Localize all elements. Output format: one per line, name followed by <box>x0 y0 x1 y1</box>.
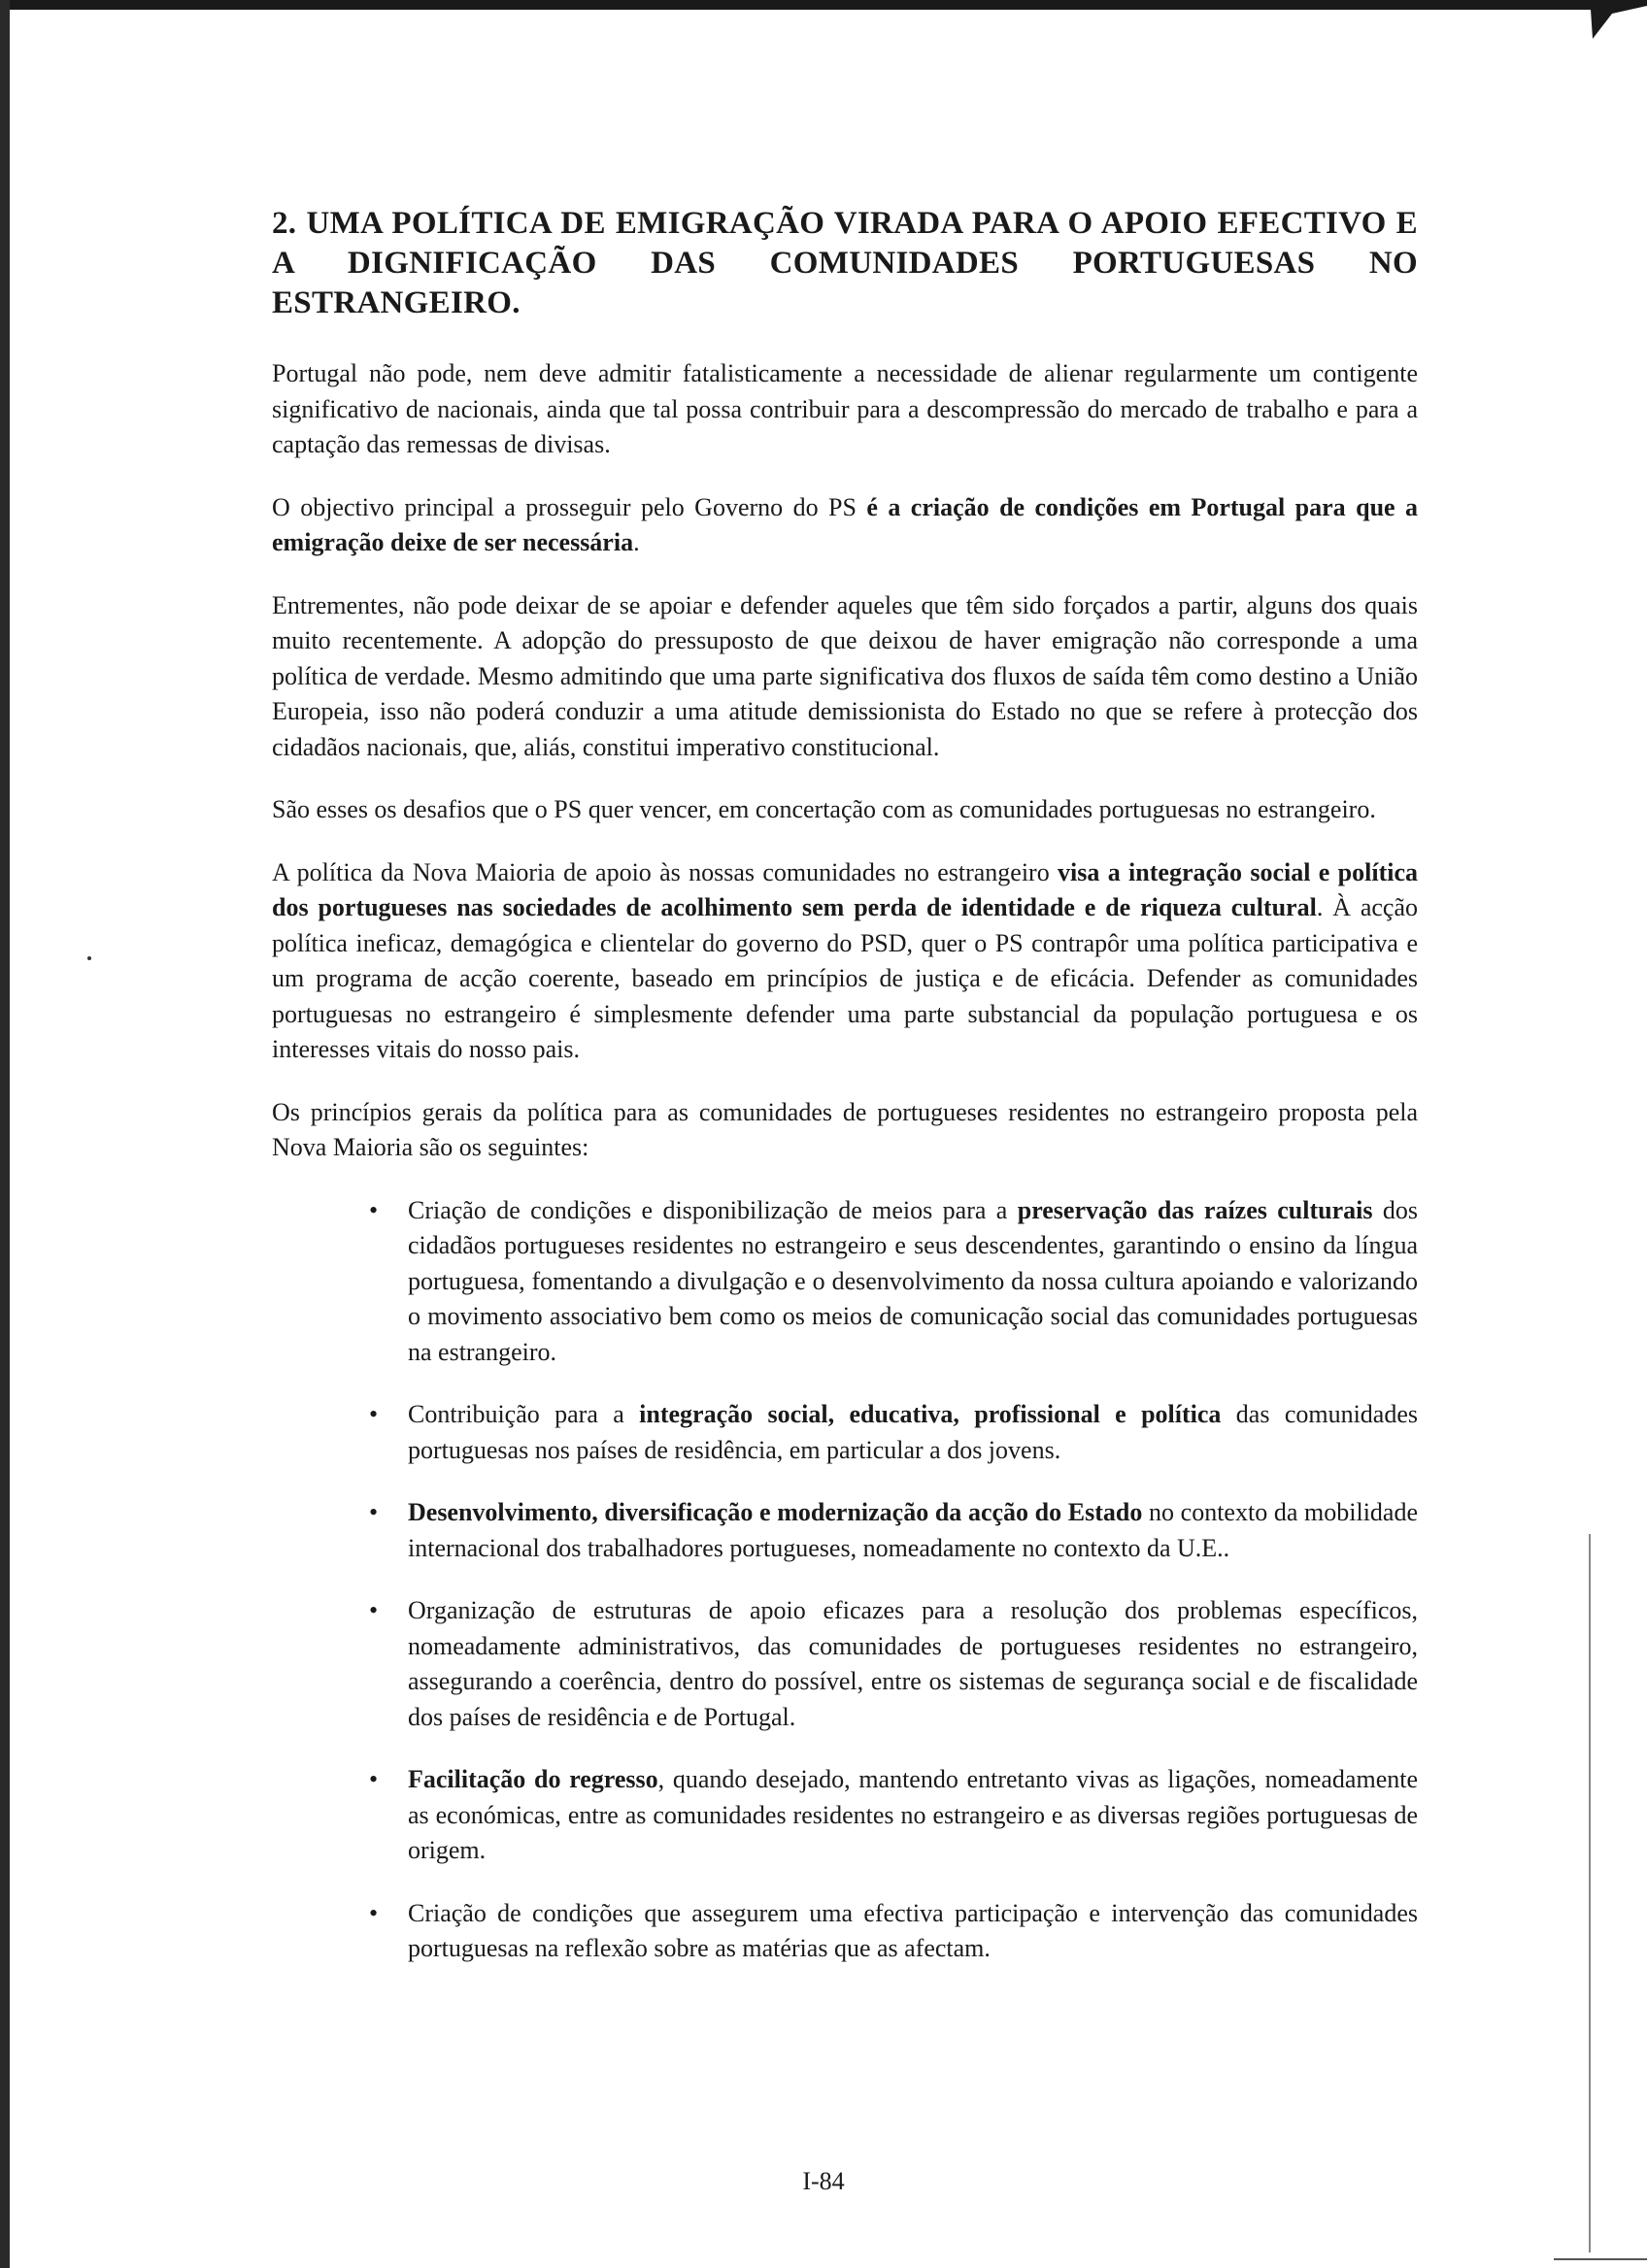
principle-item <box>369 1397 1418 1468</box>
text-segment: no contexto da mobilidade internacional dos trabalhadores portugueses, nomeadamente no contexto da U.E.. <box>408 1498 1418 1562</box>
paragraph <box>272 792 1418 828</box>
bullet-icon: • <box>369 1596 379 1624</box>
paragraph <box>272 356 1418 463</box>
scan-border-left <box>0 0 10 2268</box>
section-heading: 2. UMA POLÍTICA DE EMIGRAÇÃO VIRADA PARA O APOIO EFECTIVO E A DIGNIFICAÇÃO DAS COMUNIDADES PORTUGUESAS NO ESTRANGEIRO. <box>272 206 1418 320</box>
text-segment: Organização de estruturas de apoio eficazes para a resolução dos problemas específicos, nomeadamente administrativos, das comunidades de portugueses residentes no estrangeiro, assegurando a coerência, dentro do possível, entre os sistemas de segurança social e de fiscalidade dos países de residência e de Portugal. <box>408 1596 1418 1731</box>
bullet-icon: • <box>369 1898 379 1927</box>
text-segment: , quando desejado, mantendo entretanto vivas as ligações, nomeadamente as económicas, entre as comunidades residentes no estrangeiro e as diversas regiões portuguesas de origem. <box>408 1765 1418 1864</box>
scan-corner-mark <box>1573 0 1647 39</box>
paragraph <box>272 490 1418 561</box>
body-paragraphs <box>272 356 1418 1166</box>
principle-item <box>369 1762 1418 1869</box>
scan-border-top <box>0 0 1593 10</box>
text-segment: Portugal não pode, nem deve admitir fatalisticamente a necessidade de alienar regularmente um contigente significativo de nacionais, ainda que tal possa contribuir para a descompressão do mercado de trabalho e para a captação das remessas de divisas. <box>272 359 1418 458</box>
page-number: I-84 <box>802 2167 845 2195</box>
bold-text-segment: integração social, educativa, profissional e política <box>639 1400 1222 1428</box>
scan-speck <box>87 956 91 960</box>
paragraph <box>272 1095 1418 1166</box>
principle-item <box>369 1593 1418 1735</box>
bold-text-segment: Desenvolvimento, diversificação e modernização da acção do Estado <box>408 1498 1143 1526</box>
bold-text-segment: Facilitação do regresso <box>408 1765 658 1793</box>
principle-item <box>369 1495 1418 1566</box>
principle-item <box>369 1896 1418 1967</box>
text-segment: das comunidades portuguesas nos países de residência, em particular a dos jovens. <box>408 1400 1418 1464</box>
principle-item <box>369 1193 1418 1371</box>
text-segment: A política da Nova Maioria de apoio às nossas comunidades no estrangeiro <box>272 857 1059 886</box>
text-segment: Entrementes, não pode deixar de se apoiar e defender aqueles que têm sido forçados a partir, alguns dos quais muito recentemente. A adopção do pressuposto de que deixou de haver emigração não corresponde a uma política de verdade. Mesmo admitindo que uma parte significativa dos fluxos de saída têm como destino a União Europeia, isso não poderá conduzir a uma atitude demissionista do Estado no que se refere à protecção dos cidadãos nacionais, que, aliás, constitui imperativo constitucional. <box>272 590 1418 761</box>
paragraph <box>272 588 1418 766</box>
bullet-icon: • <box>369 1400 379 1428</box>
text-segment: Contribuição para a <box>408 1400 640 1428</box>
scan-border-bottom <box>1554 2258 1647 2260</box>
scan-border-right <box>1589 1534 1591 2252</box>
text-segment: O objectivo principal a prosseguir pelo Governo do PS <box>272 492 867 521</box>
text-segment: Os princípios gerais da política para as comunidades de portugueses residentes no estrangeiro proposta pela Nova Maioria são os seguintes: <box>272 1097 1418 1161</box>
bold-text-segment: preservação das raízes culturais <box>1017 1195 1373 1224</box>
bold-text-segment: é a criação de condições em Portugal para que a emigração deixe de ser necessária <box>272 492 1419 556</box>
paragraph <box>272 855 1418 1068</box>
document-page <box>272 204 1418 1994</box>
text-segment: . <box>633 528 640 556</box>
principles-list <box>272 1193 1418 1967</box>
bullet-icon: • <box>369 1195 379 1224</box>
text-segment: São esses os desafios que o PS quer vencer, em concertação com as comunidades portuguesas no estrangeiro. <box>272 795 1376 823</box>
bullet-icon: • <box>369 1765 379 1793</box>
text-segment: . À acção política ineficaz, demagógica e clientelar do governo do PSD, quer o PS contrapôr uma política participativa e um programa de acção coerente, baseado em princípios de justiça e de eficácia. Defender as comunidades portuguesas no estrangeiro é simplesmente defender uma parte substancial da população portuguesa e os interesses vitais do nosso pais. <box>272 893 1418 1063</box>
bullet-icon: • <box>369 1498 379 1526</box>
text-segment: Criação de condições que assegurem uma efectiva participação e intervenção das comunidades portuguesas na reflexão sobre as matérias que as afectam. <box>408 1898 1418 1962</box>
bold-text-segment: visa a integração social e política dos portugueses nas sociedades de acolhimento sem perda de identidade e de riqueza cultural <box>272 857 1418 921</box>
text-segment: dos cidadãos portugueses residentes no estrangeiro e seus descendentes, garantindo o ensino da língua portuguesa, fomentando a divulgação e o desenvolvimento da nossa cultura apoiando e valorizando o movimento associativo bem como os meios de comunicação social das comunidades portuguesas na estrangeiro. <box>408 1195 1418 1366</box>
text-segment: Criação de condições e disponibilização de meios para a <box>408 1195 1018 1224</box>
